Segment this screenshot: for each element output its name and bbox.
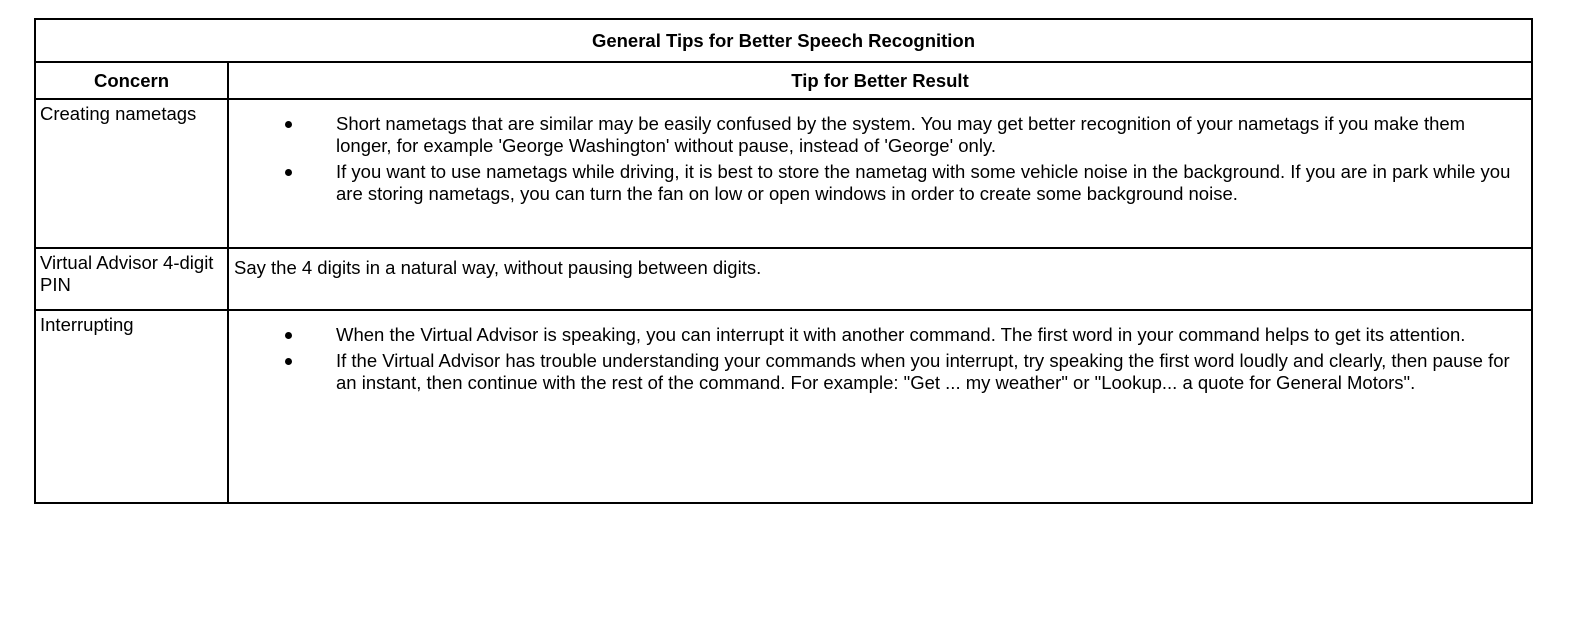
table-title: General Tips for Better Speech Recognition [35,19,1532,62]
tip-cell-virtual-advisor-pin [228,248,1532,310]
header-concern: Concern [35,62,228,99]
table-title-row [35,19,1532,62]
concern-interrupting: Interrupting [35,310,228,503]
list-item [234,350,1515,394]
table-row [35,99,1532,248]
list-item [234,113,1515,157]
table-row [35,248,1532,310]
tip-text: If the Virtual Advisor has trouble understanding your commands when you interrupt, try speaking the first word loudly and clearly, then pause for an instant, then continue with the rest of the command. For example: "Get ... my weather" or "Lookup... a quote for General Motors". [336,350,1510,393]
bullet-icon [285,121,292,128]
table-header-row [35,62,1532,99]
bullet-icon [285,169,292,176]
concern-virtual-advisor-pin: Virtual Advisor 4-digit PIN [35,248,228,310]
tip-cell-creating-nametags [228,99,1532,248]
speech-tips-table [34,18,1533,504]
bullet-icon [285,332,292,339]
header-tip: Tip for Better Result [228,62,1532,99]
table-row [35,310,1532,503]
tip-cell-interrupting [228,310,1532,503]
tip-list [234,100,1515,205]
tip-list [234,311,1515,394]
list-item [234,161,1515,205]
list-item [234,324,1515,346]
tip-text: When the Virtual Advisor is speaking, you can interrupt it with another command. The first word in your command helps to get its attention. [336,324,1466,345]
bullet-icon [285,358,292,365]
concern-creating-nametags: Creating nametags [35,99,228,248]
tip-text: If you want to use nametags while driving, it is best to store the nametag with some vehicle noise in the background. If you are in park while you are storing nametags, you can turn the fan on low or open windows in order to create some background noise. [336,161,1511,204]
tip-text: Say the 4 digits in a natural way, without pausing between digits. [234,257,762,278]
tip-text: Short nametags that are similar may be easily confused by the system. You may get better recognition of your nametags if you make them longer, for example 'George Washington' without pause, instead of 'George' only. [336,113,1466,156]
